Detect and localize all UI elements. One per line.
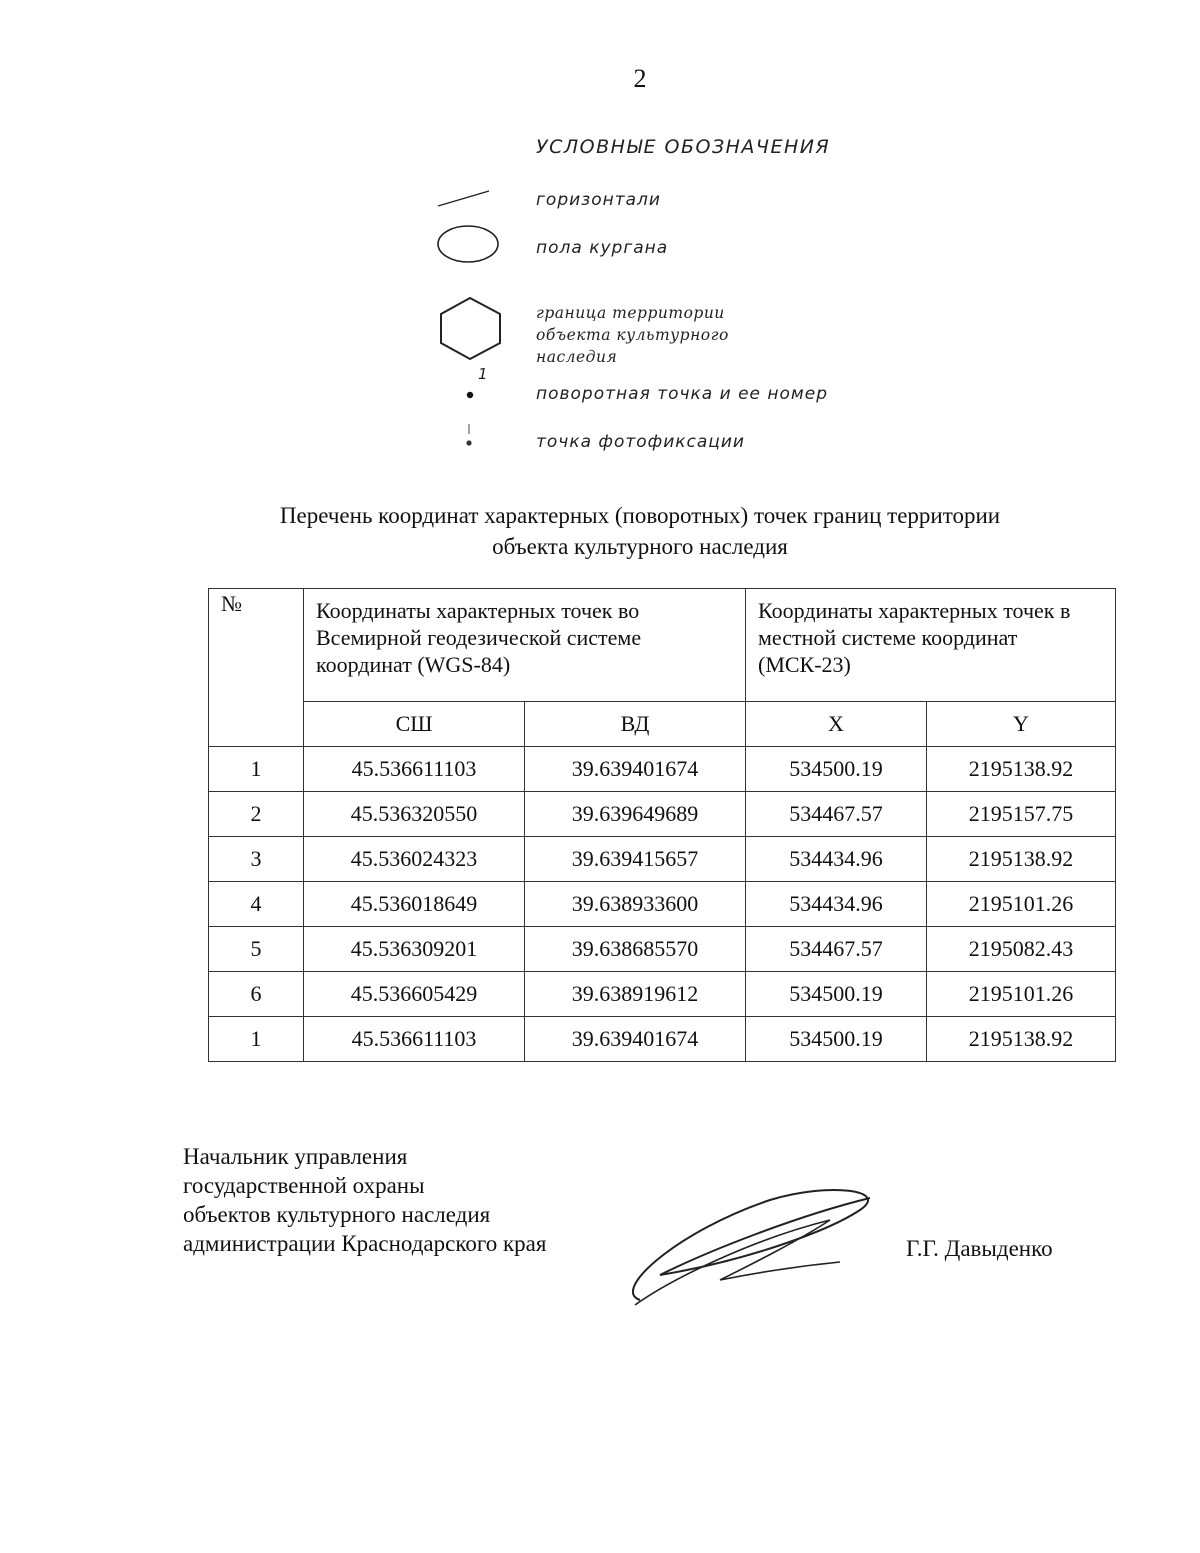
column-group-wgs84: Координаты характерных точек во Всемирной геодезической системе координат (WGS-84): [304, 589, 746, 702]
photo-point-icon: [466, 440, 471, 445]
cell-y: 2195138.92: [927, 747, 1116, 792]
column-header-lon: ВД: [525, 702, 746, 747]
table-row: [209, 972, 1116, 1017]
cell-x: 534434.96: [746, 837, 927, 882]
legend-label-boundary: граница территории объекта культурного наследия: [536, 304, 729, 366]
cell-lat: 45.536018649: [304, 882, 525, 927]
cell-number: 2: [209, 792, 304, 837]
cell-lon: 39.639401674: [525, 1017, 746, 1062]
cell-lat: 45.536309201: [304, 927, 525, 972]
cell-lon: 39.638919612: [525, 972, 746, 1017]
legend-label-contours: горизонтали: [536, 190, 661, 210]
cell-y: 2195101.26: [927, 882, 1116, 927]
column-header-y: Y: [927, 702, 1116, 747]
cell-number: 5: [209, 927, 304, 972]
handwritten-signature: [600, 1170, 900, 1330]
legend-symbols: [0, 0, 540, 470]
table-row: [209, 927, 1116, 972]
cell-y: 2195101.26: [927, 972, 1116, 1017]
table-row: [209, 747, 1116, 792]
cell-lon: 39.639649689: [525, 792, 746, 837]
cell-number: 4: [209, 882, 304, 927]
cell-lat: 45.536320550: [304, 792, 525, 837]
legend-label-photo-point: точка фотофиксации: [536, 432, 745, 452]
cell-y: 2195138.92: [927, 837, 1116, 882]
cell-number: 6: [209, 972, 304, 1017]
cell-number: 1: [209, 1017, 304, 1062]
column-header-lat: СШ: [304, 702, 525, 747]
cell-x: 534467.57: [746, 792, 927, 837]
legend-title: УСЛОВНЫЕ ОБОЗНАЧЕНИЯ: [536, 136, 831, 158]
heading-line-2: объекта культурного наследия: [492, 534, 788, 559]
table-row: [209, 1017, 1116, 1062]
cell-number: 3: [209, 837, 304, 882]
signatory-title: Начальник управления государственной охраны объектов культурного наследия администрации Краснодарского края: [183, 1144, 547, 1256]
page-number: 2: [633, 64, 647, 93]
column-header-number: №: [209, 589, 304, 747]
cell-x: 534500.19: [746, 972, 927, 1017]
column-header-x: X: [746, 702, 927, 747]
signatory-name: Г.Г. Давыденко: [906, 1236, 1053, 1261]
table-row: [209, 837, 1116, 882]
hexagon-icon: [441, 298, 500, 359]
column-group-msk23: Координаты характерных точек в местной системе координат (МСК-23): [746, 589, 1116, 702]
turning-point-icon: [467, 392, 473, 398]
table-row: [209, 792, 1116, 837]
cell-lat: 45.536611103: [304, 1017, 525, 1062]
cell-y: 2195138.92: [927, 1017, 1116, 1062]
ellipse-icon: [438, 226, 498, 262]
cell-number: 1: [209, 747, 304, 792]
table-row: [209, 882, 1116, 927]
coordinates-table: [208, 588, 1116, 1062]
legend-label-turning-point: поворотная точка и ее номер: [536, 384, 828, 404]
cell-x: 534500.19: [746, 1017, 927, 1062]
cell-x: 534467.57: [746, 927, 927, 972]
heading-line-1: Перечень координат характерных (поворотных) точек границ территории: [279, 503, 1001, 528]
cell-y: 2195157.75: [927, 792, 1116, 837]
cell-lat: 45.536024323: [304, 837, 525, 882]
contour-line-icon: [438, 191, 489, 206]
cell-lat: 45.536605429: [304, 972, 525, 1017]
cell-y: 2195082.43: [927, 927, 1116, 972]
legend-label-mound: пола кургана: [536, 238, 669, 258]
cell-x: 534500.19: [746, 747, 927, 792]
cell-x: 534434.96: [746, 882, 927, 927]
cell-lon: 39.639415657: [525, 837, 746, 882]
turning-point-marker: 1: [478, 365, 489, 383]
cell-lon: 39.638685570: [525, 927, 746, 972]
table-heading: [130, 500, 1150, 562]
cell-lat: 45.536611103: [304, 747, 525, 792]
cell-lon: 39.639401674: [525, 747, 746, 792]
cell-lon: 39.638933600: [525, 882, 746, 927]
